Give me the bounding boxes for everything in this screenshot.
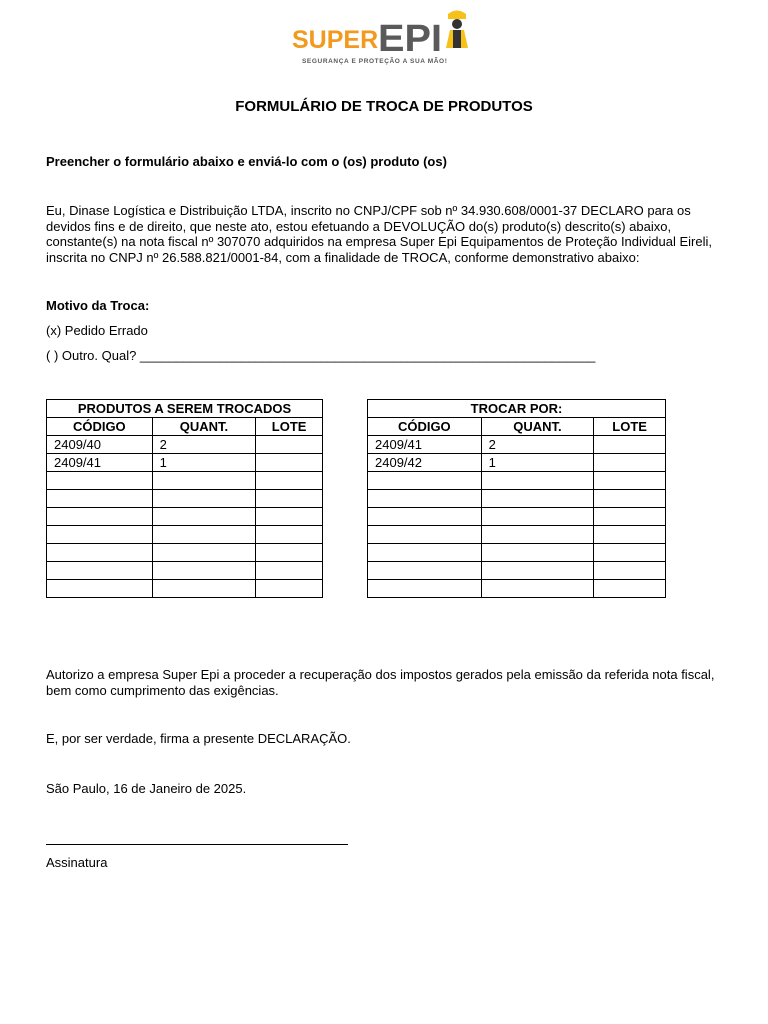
cell-code (47, 472, 153, 490)
cell-quantity (481, 562, 594, 580)
cell-lot (594, 508, 666, 526)
authorization-paragraph (46, 667, 736, 698)
cell-lot (594, 562, 666, 580)
table-row (47, 580, 323, 598)
cell-code (47, 508, 153, 526)
cell-code (368, 526, 482, 544)
table-row (368, 508, 666, 526)
declaration-line: devidos fins e de direito, que neste ato, estou efetuando a DEVOLUÇÃO do(s) produto(s) descrito(s) abaixo, (46, 218, 672, 234)
table-row (47, 490, 323, 508)
cell-quantity (152, 544, 256, 562)
date-line: São Paulo, 16 de Janeiro de 2025. (46, 781, 247, 796)
cell-quantity (152, 490, 256, 508)
declaration-line: inscrita no CNPJ nº 26.588.821/0001-84, com a finalidade de TROCA, conforme demonstrativo abaixo: (46, 249, 640, 265)
table-row (368, 526, 666, 544)
cell-code: 2409/41 (47, 454, 153, 472)
cell-code (368, 580, 482, 598)
cell-quantity (152, 562, 256, 580)
cell-quantity (152, 508, 256, 526)
cell-lot (594, 472, 666, 490)
logo-graphic (290, 4, 480, 68)
column-header-code: CÓDIGO (368, 418, 482, 436)
declaration-paragraph (46, 203, 726, 265)
replacement-products-table (367, 399, 666, 598)
cell-code (47, 526, 153, 544)
cell-lot (256, 472, 323, 490)
cell-code (47, 490, 153, 508)
cell-lot (594, 526, 666, 544)
table-row (47, 472, 323, 490)
logo-super-text: SUPER (292, 26, 379, 54)
table-row (368, 544, 666, 562)
cell-quantity (481, 580, 594, 598)
table-row (47, 436, 323, 454)
table-row (47, 454, 323, 472)
products-to-exchange-table (46, 399, 323, 598)
column-header-quantity: QUANT. (481, 418, 594, 436)
cell-quantity (481, 472, 594, 490)
declaration-line: constante(s) na nota fiscal nº 307070 adquiridos na empresa Super Epi Equipamentos de Proteção Individual Eireli, (46, 234, 712, 249)
table-row (368, 454, 666, 472)
table-row (368, 436, 666, 454)
cell-quantity (481, 544, 594, 562)
signature-line (46, 844, 348, 845)
cell-lot (256, 508, 323, 526)
table-row (47, 544, 323, 562)
table-title: PRODUTOS A SEREM TROCADOS (47, 400, 323, 418)
table-row (368, 580, 666, 598)
cell-lot (256, 490, 323, 508)
reason-option-other: ( ) Outro. Qual? _______________________________________________________________ (46, 348, 596, 363)
table-row (47, 562, 323, 580)
authorization-line: Autorizo a empresa Super Epi a proceder a recuperação dos impostos gerados pela emissão da referida nota fiscal, (46, 667, 715, 682)
cell-quantity (152, 472, 256, 490)
table-title: TROCAR POR: (368, 400, 666, 418)
cell-lot (594, 454, 666, 472)
worker-mascot-icon (446, 11, 468, 49)
cell-quantity (481, 508, 594, 526)
cell-quantity: 1 (152, 454, 256, 472)
cell-code (368, 544, 482, 562)
cell-lot (256, 454, 323, 472)
cell-quantity: 1 (481, 454, 594, 472)
form-title: FORMULÁRIO DE TROCA DE PRODUTOS (235, 98, 533, 115)
cell-lot (594, 544, 666, 562)
cell-code (47, 580, 153, 598)
cell-quantity (152, 580, 256, 598)
authorization-line: bem como cumprimento das exigências. (46, 682, 279, 698)
cell-quantity (152, 526, 256, 544)
cell-lot (256, 436, 323, 454)
cell-code: 2409/40 (47, 436, 153, 454)
cell-code (368, 472, 482, 490)
logo-tagline: SEGURANÇA E PROTEÇÃO A SUA MÃO! (302, 58, 448, 65)
cell-lot (594, 490, 666, 508)
signature-label: Assinatura (46, 855, 108, 870)
column-header-lot: LOTE (594, 418, 666, 436)
instruction-text: Preencher o formulário abaixo e enviá-lo com o (os) produto (os) (46, 154, 447, 169)
table-row (368, 562, 666, 580)
table-row (368, 472, 666, 490)
cell-code (47, 562, 153, 580)
column-header-quantity: QUANT. (152, 418, 256, 436)
closing-statement: E, por ser verdade, firma a presente DECLARAÇÃO. (46, 731, 351, 746)
cell-lot (256, 562, 323, 580)
cell-lot (256, 580, 323, 598)
declaration-line: Eu, Dinase Logística e Distribuição LTDA, inscrito no CNPJ/CPF sob nº 34.930.608/0001-37 DECLARO para os (46, 203, 691, 218)
cell-code: 2409/41 (368, 436, 482, 454)
table-row (47, 526, 323, 544)
reason-option-wrong-order: (x) Pedido Errado (46, 323, 148, 338)
cell-quantity (481, 526, 594, 544)
reason-label: Motivo da Troca: (46, 298, 150, 313)
company-logo (290, 4, 480, 68)
cell-quantity: 2 (481, 436, 594, 454)
table-row (47, 508, 323, 526)
column-header-lot: LOTE (256, 418, 323, 436)
cell-code (368, 490, 482, 508)
cell-quantity (481, 490, 594, 508)
cell-lot (594, 436, 666, 454)
cell-lot (256, 544, 323, 562)
cell-code (368, 562, 482, 580)
table-row (368, 490, 666, 508)
cell-lot (594, 580, 666, 598)
cell-code (47, 544, 153, 562)
logo-epi-text: EPI (378, 18, 442, 60)
cell-lot (256, 526, 323, 544)
column-header-code: CÓDIGO (47, 418, 153, 436)
cell-code (368, 508, 482, 526)
cell-code: 2409/42 (368, 454, 482, 472)
cell-quantity: 2 (152, 436, 256, 454)
